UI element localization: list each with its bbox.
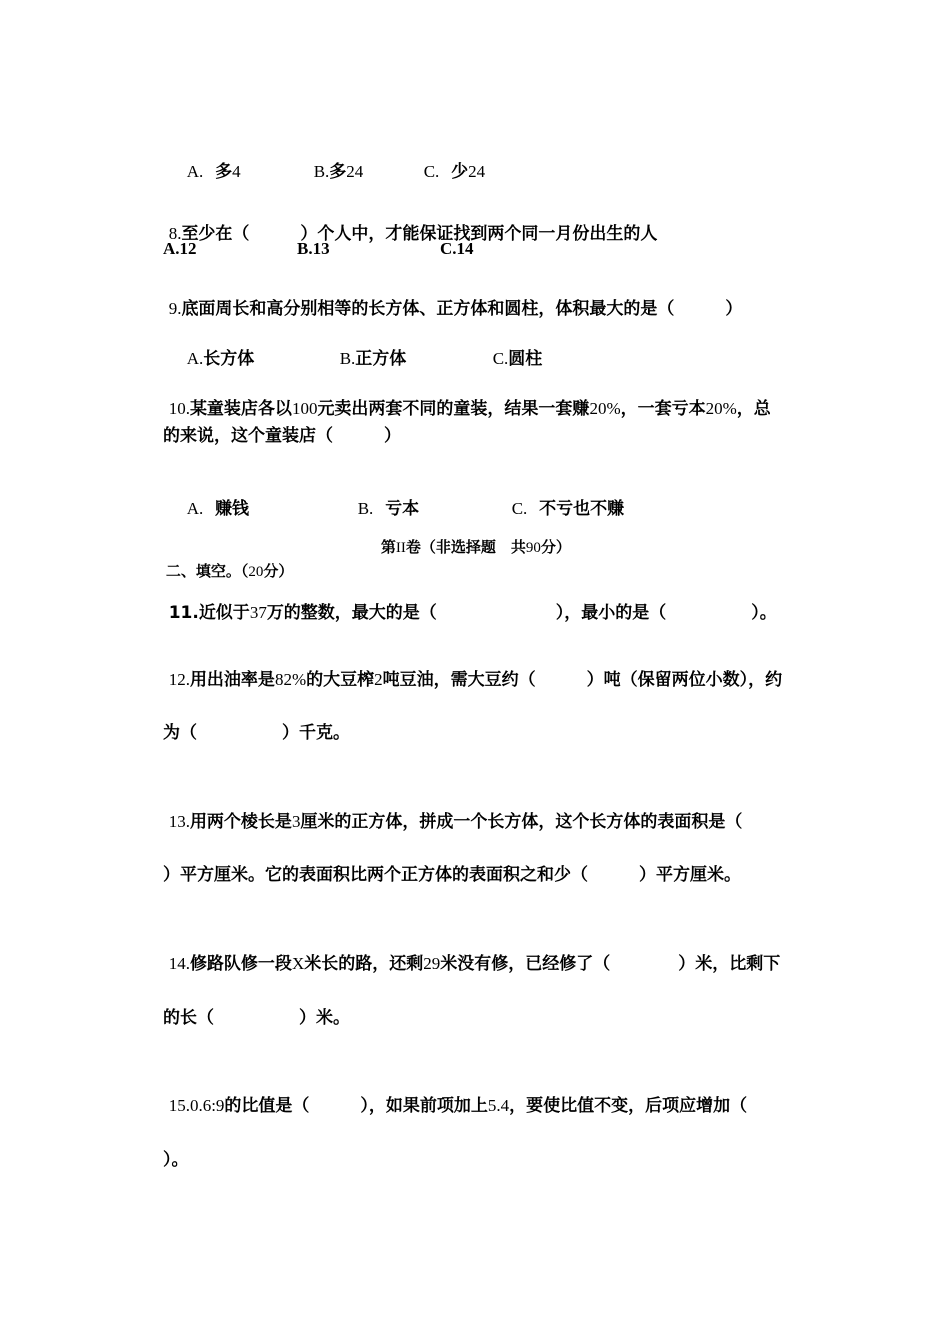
text-run: 吨豆油，需大豆约（ ）吨（保留两位小数），约 [382,670,783,690]
q8-option-b: B.13 [297,239,330,258]
text-run: ，要使比值不变，后项应增加（ [509,1096,748,1116]
question-number: 11. [168,603,199,623]
option-letter: B. [339,349,356,368]
number-run: 37 [249,603,267,622]
q7-option-a [163,139,241,205]
text-run: 的大豆榨 [306,670,375,690]
option-text: 赚钱 [215,499,250,519]
number-run: 20% [589,399,621,418]
text-run: 厘米的正方体，拼成一个长方体，这个长方体的表面积是（ [300,812,743,832]
q13-stem-line2: ）平方厘米。它的表面积比两个正方体的表面积之和少（ ）平方厘米。 [163,865,741,885]
option-text: 多 [215,162,233,182]
option-text: 正方体 [355,349,407,369]
text-run: 万的整数，最大的是（ ），最小的是（ ）。 [266,603,777,623]
number-run: X [291,954,305,973]
text-run: 修路队修一段 [189,954,292,974]
q15-stem-line1 [145,1073,747,1139]
question-number: 9. [168,299,182,318]
option-letter: C. [492,349,509,368]
question-number: 14. [168,954,190,973]
q14-stem-line2: 的长（ ）米。 [163,1008,350,1028]
number-run: II [395,540,406,556]
number-run: 5.4 [487,1096,510,1115]
option-text: 长方体 [203,349,255,369]
option-letter: A. [186,162,204,181]
text-run: 的比值是（ ），如果前项加上 [224,1096,488,1116]
q15-stem-line2: ）。 [163,1150,189,1170]
option-value: 24 [468,162,486,181]
q8-option-a: A.12 [163,239,197,258]
number-run: 3 [291,812,301,831]
option-letter: B. [313,162,330,181]
text-run: 用两个棱长是 [189,812,292,832]
option-text: 圆柱 [508,349,543,369]
option-text: 不亏也不赚 [539,499,625,519]
q11-stem [145,580,777,646]
number-run: 29 [423,954,441,973]
question-number: 12. [168,670,190,689]
number-run: 2 [374,670,383,689]
option-value: 4 [232,162,241,181]
q12-stem-line2: 为（ ）千克。 [163,723,350,743]
text-run: 分） [263,562,294,580]
question-text: 至少在（ ）个人中，才能保证找到两个同一月份出生的人 [181,224,658,244]
number-run: 20% [705,399,737,418]
option-value: 24 [346,162,364,181]
option-text: 少 [451,162,469,182]
q14-stem-line1 [145,931,780,997]
q12-stem-line1 [145,647,782,713]
option-letter: A. [186,349,204,368]
text-run: 某童装店各以 [189,399,292,419]
q8-option-c: C.14 [440,239,474,258]
question-number: 13. [168,812,190,831]
option-text: 多 [329,162,347,182]
question-text: 底面周长和高分别相等的长方体、正方体和圆柱，体积最大的是（ ） [181,299,743,319]
q10-stem-line2: 的来说，这个童装店（ ） [163,426,401,446]
option-letter: C. [511,499,528,518]
option-letter: C. [423,162,440,181]
question-number: 8. [168,224,182,243]
text-run: 分） [540,538,571,556]
text-run: ，一套亏本 [620,399,706,419]
number-run: 82% [274,670,307,689]
number-run: 20 [248,564,264,580]
number-run: 100 [291,399,318,418]
text-run: 近似于 [198,603,250,623]
option-letter: A. [186,499,204,518]
q10-option-a [163,476,249,542]
text-run: 米没有修，已经修了（ ）米，比剩下 [440,954,781,974]
q7-option-c [400,139,485,205]
q8-stem [145,201,657,267]
text-run: 二、填空。（ [165,562,249,580]
question-number: 10. [168,399,190,418]
text-run: 米长的路，还剩 [304,954,424,974]
q13-stem-line1 [145,789,742,855]
q7-option-b [290,139,363,205]
text-run: 卷（非选择题 共 [405,538,526,556]
section-2-title [360,514,571,581]
option-text: 亏本 [385,499,420,519]
option-letter: B. [357,499,374,518]
text-run: 用出油率是 [189,670,275,690]
text-run: ，总 [736,399,771,419]
question-number: 15.0.6:9 [168,1096,225,1115]
text-run: 第 [380,538,396,556]
text-run: 元卖出两套不同的童装，结果一套赚 [317,399,590,419]
number-run: 90 [525,540,541,556]
